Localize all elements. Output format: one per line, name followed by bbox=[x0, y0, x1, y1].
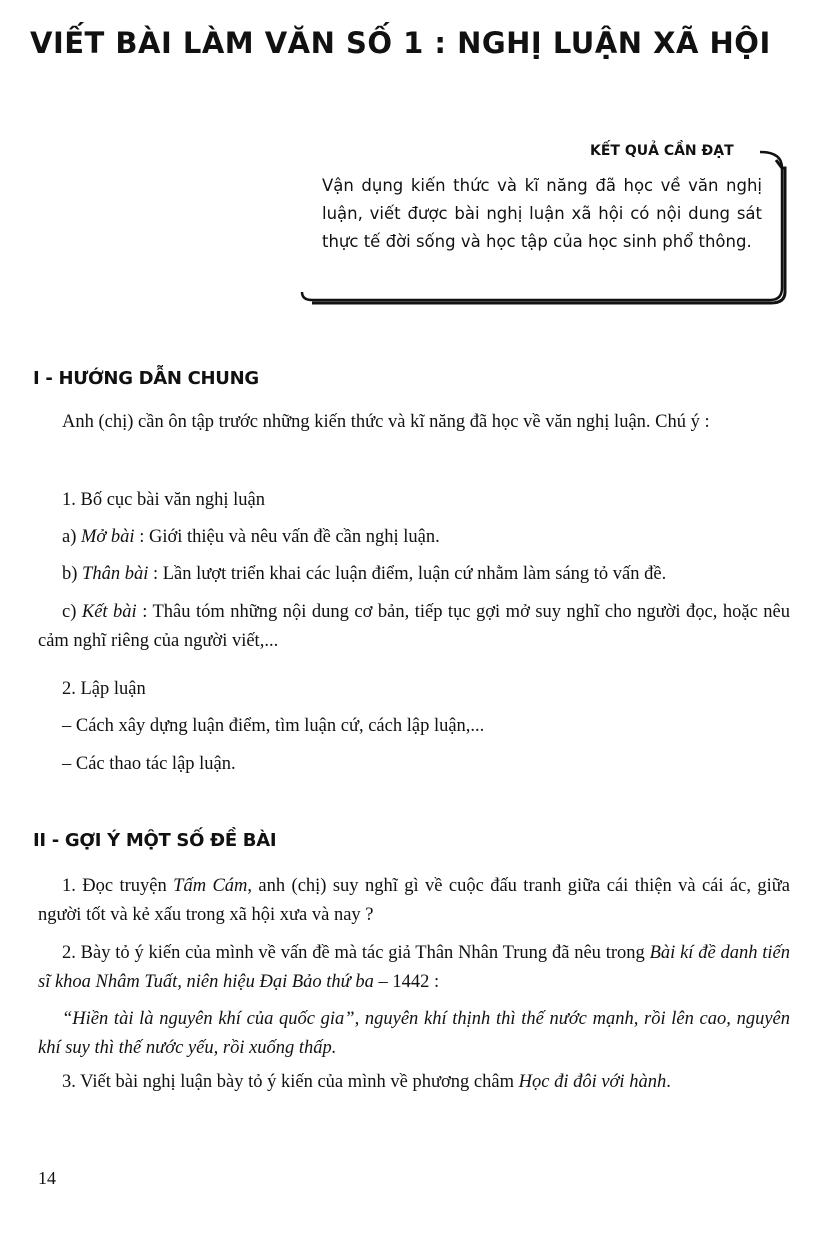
section-2-heading: II - GỢI Ý MỘT SỐ ĐỀ BÀI bbox=[33, 830, 277, 851]
item-2-dash-1: – Cách xây dựng luận điểm, tìm luận cứ, cách lập luận,... bbox=[62, 716, 485, 736]
item-2-dash-2: – Các thao tác lập luận. bbox=[62, 754, 236, 774]
item-2-title: 2. Lập luận bbox=[62, 679, 146, 699]
question-2-title: Bài kí đề danh tiến sĩ khoa Nhâm Tuất, niên hiệu Đại Bảo thứ ba bbox=[38, 943, 791, 992]
item-b-text: : Lần lượt triển khai các luận điểm, luận cứ nhằm làm sáng tỏ vấn đề. bbox=[148, 564, 667, 584]
section-1-intro: Anh (chị) cần ôn tập trước những kiến thức và kĩ năng đã học về văn nghị luận. Chú ý : bbox=[62, 412, 710, 432]
item-c bbox=[38, 598, 790, 656]
question-3-title: Học đi đôi với hành bbox=[518, 1072, 667, 1092]
item-b-label: b) bbox=[62, 564, 83, 584]
page-title: VIẾT BÀI LÀM VĂN SỐ 1 : NGHỊ LUẬN XÃ HỘI bbox=[30, 26, 771, 60]
question-2 bbox=[38, 939, 790, 997]
page-number: 14 bbox=[38, 1168, 56, 1188]
item-1-title: 1. Bố cục bài văn nghị luận bbox=[62, 490, 265, 510]
item-c-label: c) bbox=[62, 602, 82, 622]
question-1-pre: 1. Đọc truyện bbox=[62, 876, 174, 896]
question-1-post: , anh (chị) suy nghĩ gì về cuộc đấu tranh giữa cái thiện và cái ác, giữa người tốt và kẻ xấu trong xã hội xưa và nay ? bbox=[38, 876, 790, 925]
item-c-term: Kết bài bbox=[81, 602, 137, 622]
question-3 bbox=[38, 1068, 790, 1097]
item-a-term: Mở bài bbox=[81, 527, 135, 547]
question-1 bbox=[38, 872, 790, 930]
result-box-frame bbox=[0, 0, 816, 320]
item-a-text: : Giới thiệu và nêu vấn đề cần nghị luận. bbox=[134, 527, 440, 547]
question-2-post: – 1442 : bbox=[373, 972, 440, 992]
result-box-heading: KẾT QUẢ CẦN ĐẠT bbox=[590, 143, 734, 159]
item-b-term: Thân bài bbox=[82, 564, 149, 584]
question-3-pre: 3. Viết bài nghị luận bày tỏ ý kiến của mình về phương châm bbox=[62, 1072, 519, 1092]
item-b bbox=[62, 560, 790, 589]
question-2-quote: “Hiền tài là nguyên khí của quốc gia”, nguyên khí thịnh thì thế nước mạnh, rồi lên cao, nguyên khí suy thì thế nước yếu, rồi xuống thấp. bbox=[38, 1009, 790, 1058]
item-a bbox=[62, 523, 790, 552]
question-1-title: Tấm Cám bbox=[173, 876, 248, 896]
item-c-text: : Thâu tóm những nội dung cơ bản, tiếp tục gợi mở suy nghĩ cho người đọc, hoặc nêu cảm nghĩ riêng của người viết,... bbox=[38, 602, 790, 651]
result-box-text: Vận dụng kiến thức và kĩ năng đã học về văn nghị luận, viết được bài nghị luận xã hội có nội dung sát thực tế đời sống và học tập của học sinh phổ thông. bbox=[322, 176, 762, 251]
question-3-post: . bbox=[666, 1072, 671, 1092]
question-2-pre: 2. Bày tỏ ý kiến của mình về vấn đề mà tác giả Thân Nhân Trung đã nêu trong bbox=[62, 943, 650, 963]
section-1-heading: I - HƯỚNG DẪN CHUNG bbox=[33, 368, 259, 389]
item-a-label: a) bbox=[62, 527, 81, 547]
